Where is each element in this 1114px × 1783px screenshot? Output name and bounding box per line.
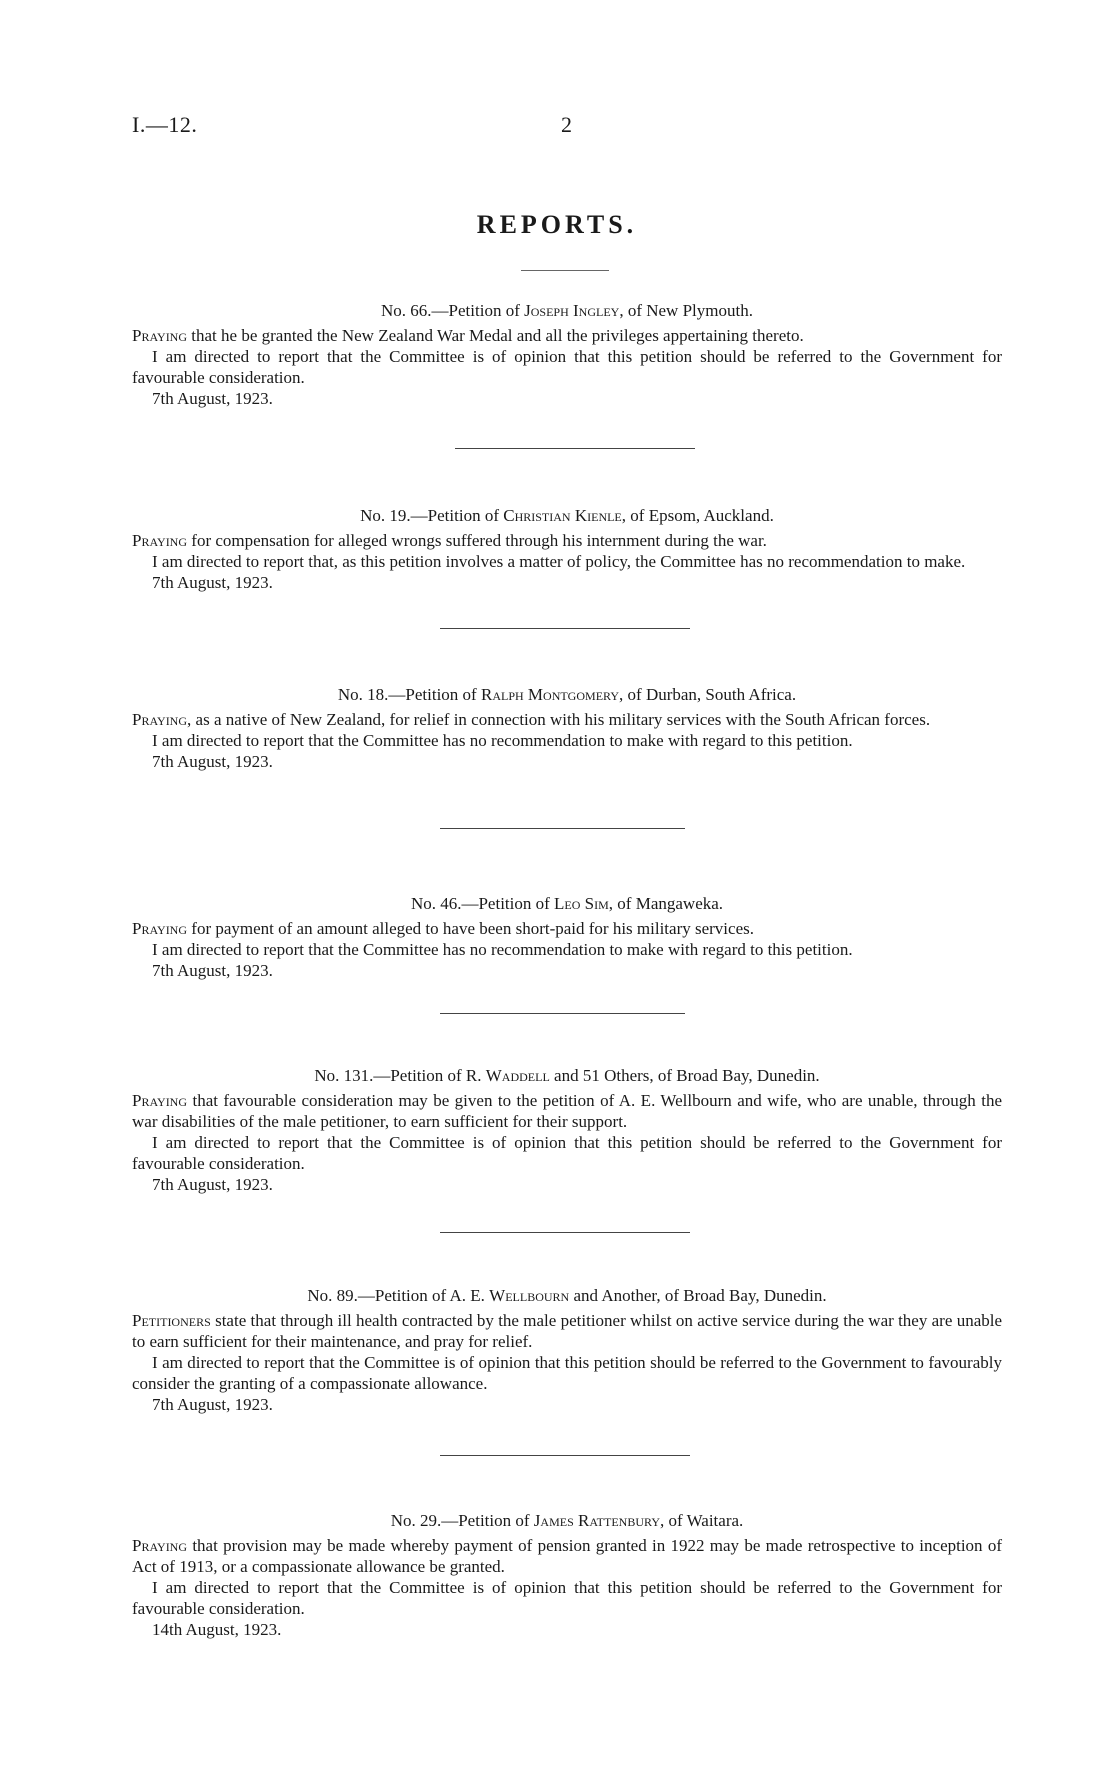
petitioner-name: Joseph Ingley [524, 301, 620, 320]
report-date: 7th August, 1923. [152, 961, 273, 980]
report-paragraph: I am directed to report that, as this petition involves a matter of policy, the Committee has no recommendation to make. [152, 552, 966, 571]
report-date: 14th August, 1923. [152, 1620, 282, 1639]
report-no-66 [132, 300, 1002, 409]
lead-word: Praying [132, 326, 188, 345]
report-date: 7th August, 1923. [152, 752, 273, 771]
report-no-29 [132, 1510, 1002, 1640]
report-heading: No. 131.—Petition of R. Waddell and 51 Others, of Broad Bay, Dunedin. [314, 1066, 820, 1085]
lead-word: Petitioners [132, 1311, 211, 1330]
title-rule [521, 270, 609, 271]
page-number: 2 [561, 112, 572, 137]
prayer-paragraph: Praying, as a native of New Zealand, for relief in connection with his military services with the South African forces. [132, 710, 931, 729]
prayer-paragraph: Praying for compensation for alleged wrongs suffered through his internment during the war. [132, 531, 767, 550]
report-no-19 [132, 505, 1002, 593]
report-no-131 [132, 1065, 1002, 1195]
lead-word: Praying [132, 710, 188, 729]
separator-rule [440, 1455, 690, 1456]
report-paragraph: I am directed to report that the Committee is of opinion that this petition should be referred to the Government for favourable consideration. [132, 1133, 1002, 1173]
petitioner-name: Waddell [485, 1066, 550, 1085]
report-heading: No. 19.—Petition of Christian Kienle, of Epsom, Auckland. [360, 506, 774, 525]
petitioner-name: James Rattenbury [533, 1511, 660, 1530]
report-paragraph: I am directed to report that the Committee has no recommendation to make with regard to this petition. [152, 731, 853, 750]
lead-word: Praying [132, 1091, 188, 1110]
lead-word: Praying [132, 531, 188, 550]
separator-rule [440, 1013, 685, 1014]
separator-rule [440, 1232, 690, 1233]
report-heading: No. 18.—Petition of Ralph Montgomery, of Durban, South Africa. [337, 685, 797, 704]
petitioner-name: Leo Sim [554, 894, 609, 913]
section-title: REPORTS. [476, 210, 638, 239]
separator-rule [455, 448, 695, 449]
report-paragraph: I am directed to report that the Committee is of opinion that this petition should be referred to the Government to favourably consider the granting of a compassionate allowance. [132, 1353, 1002, 1393]
separator-rule [440, 628, 690, 629]
report-paragraph: I am directed to report that the Committee is of opinion that this petition should be referred to the Government for favourable consideration. [132, 347, 1002, 387]
report-paragraph: I am directed to report that the Committee has no recommendation to make with regard to this petition. [152, 940, 853, 959]
report-date: 7th August, 1923. [152, 389, 273, 408]
report-date: 7th August, 1923. [152, 1395, 273, 1414]
report-paragraph: I am directed to report that the Committee is of opinion that this petition should be referred to the Government for favourable consideration. [132, 1578, 1002, 1618]
running-head: I.—12. [132, 112, 198, 137]
prayer-paragraph: Praying that favourable consideration may be given to the petition of A. E. Wellbourn and wife, who are unable, through the war disabilities of the male petitioner, to earn sufficient for their support. [132, 1091, 1003, 1131]
report-heading: No. 46.—Petition of Leo Sim, of Mangaweka. [410, 894, 724, 913]
lead-word: Praying [132, 1536, 188, 1555]
prayer-paragraph: Petitioners state that through ill health contracted by the male petitioner whilst on active service during the war they are unable to earn sufficient for their maintenance, and pray for relief. [132, 1311, 1003, 1351]
report-date: 7th August, 1923. [152, 573, 273, 592]
report-no-46 [132, 893, 1002, 981]
petitioner-name: Christian Kienle [503, 506, 622, 525]
report-heading: No. 66.—Petition of Joseph Ingley, of New Plymouth. [381, 301, 753, 320]
prayer-paragraph: Praying that he be granted the New Zealand War Medal and all the privileges appertaining thereto. [132, 326, 804, 345]
prayer-paragraph: Praying for payment of an amount alleged to have been short-paid for his military services. [132, 919, 754, 938]
petitioner-name: Wellbourn [489, 1286, 570, 1305]
lead-word: Praying [132, 919, 188, 938]
prayer-paragraph: Praying that provision may be made whereby payment of pension granted in 1922 may be made retrospective to inception of Act of 1913, or a compassionate allowance be granted. [132, 1536, 1003, 1576]
petitioner-name: Ralph Montgomery [480, 685, 620, 704]
separator-rule [440, 828, 685, 829]
report-date: 7th August, 1923. [152, 1175, 273, 1194]
report-heading: No. 29.—Petition of James Rattenbury, of Waitara. [390, 1511, 744, 1530]
report-heading: No. 89.—Petition of A. E. Wellbourn and Another, of Broad Bay, Dunedin. [307, 1286, 827, 1305]
report-no-18 [132, 684, 1002, 772]
report-no-89 [132, 1285, 1002, 1415]
